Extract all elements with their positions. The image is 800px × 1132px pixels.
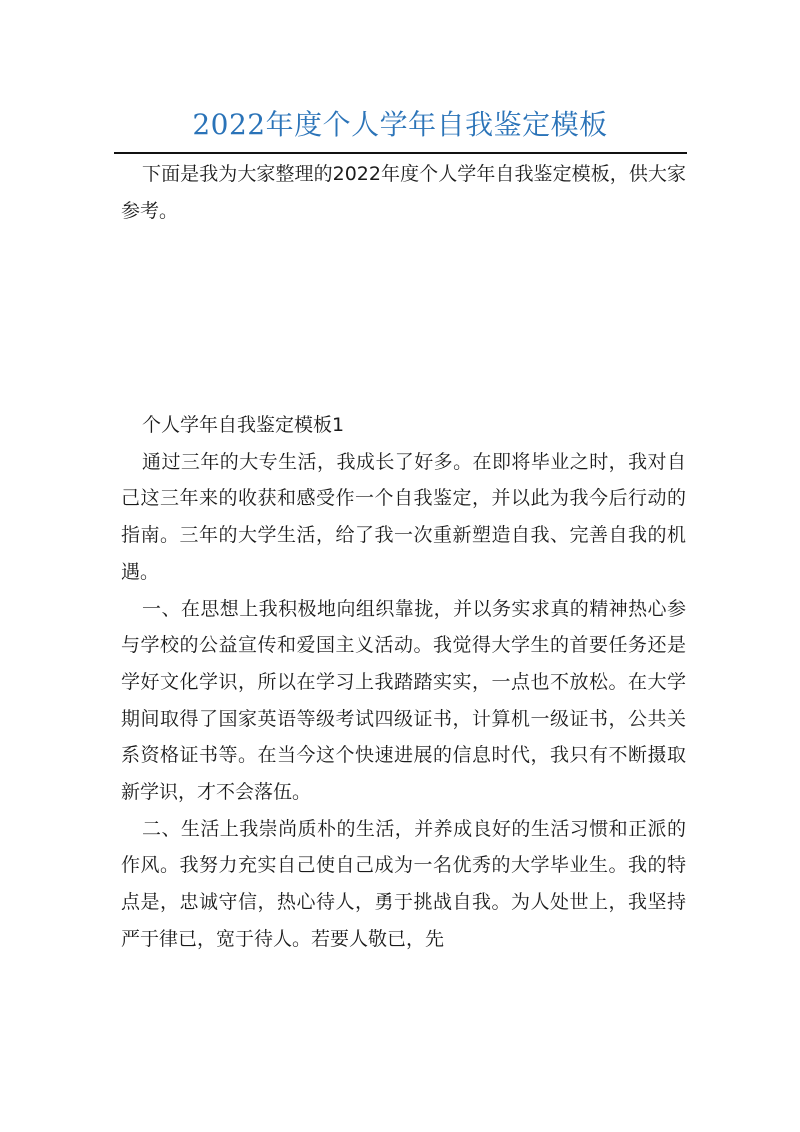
body-paragraph-3: 二、生活上我崇尚质朴的生活，并养成良好的生活习惯和正派的作风。我努力充实自己使自己成为一名优秀的大学毕业生。我的特点是，忠诚守信，热心待人，勇于挑战自我。为人处世上，我坚持严于律已，宽于待人。若要人敬已，先: [121, 817, 686, 950]
title-divider: [114, 152, 687, 154]
body-paragraph-2: 一、在思想上我积极地向组织靠拢，并以务实求真的精神热心参与学校的公益宣传和爱国主义活动。我觉得大学生的首要任务还是学好文化学识，所以在学习上我踏踏实实，一点也不放松。在大学期间取得了国家英语等级考试四级证书，计算机一级证书，公共关系资格证书等。在当今这个快速进展的信息时代，我只有不断摄取新学识，才不会落伍。: [121, 597, 686, 804]
section-block: [121, 407, 686, 958]
intro-paragraph: 下面是我为大家整理的2022年度个人学年自我鉴定模板，供大家参考。: [121, 163, 686, 222]
section-heading: 个人学年自我鉴定模板1: [142, 414, 345, 436]
document-title: 2022年度个人学年自我鉴定模板: [192, 108, 608, 141]
intro-block: [121, 156, 686, 229]
body-paragraph-1: 通过三年的大专生活，我成长了好多。在即将毕业之时，我对自己这三年来的收获和感受作一个自我鉴定，并以此为我今后行动的指南。三年的大学生活，给了我一次重新塑造自我、完善自我的机遇。: [121, 450, 686, 583]
